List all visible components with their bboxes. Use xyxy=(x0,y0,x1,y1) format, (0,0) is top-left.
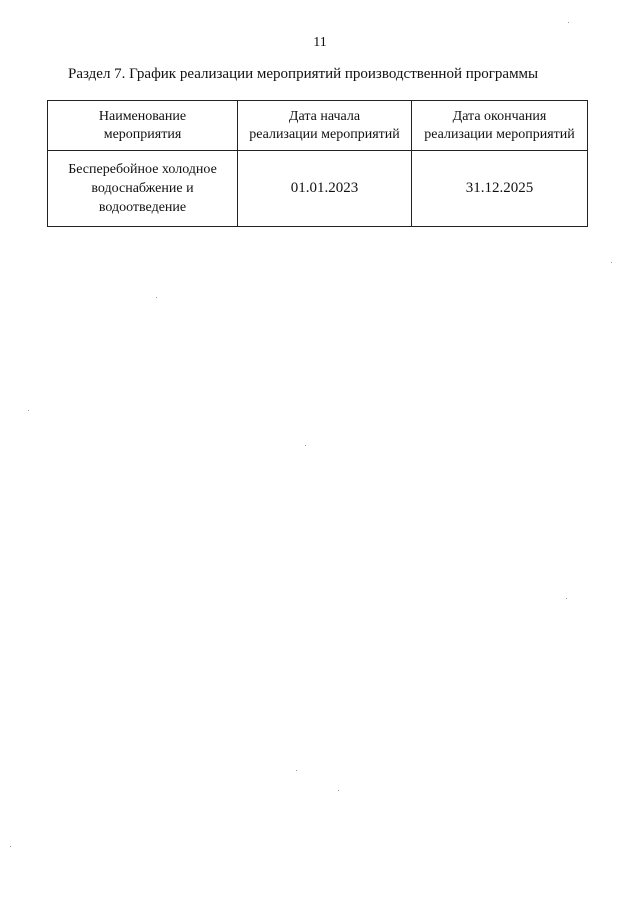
table-header-row xyxy=(48,101,588,151)
header-end-date xyxy=(412,101,588,151)
scan-speck xyxy=(566,598,567,599)
header-line: реализации мероприятий xyxy=(424,126,575,142)
header-line: Наименование xyxy=(98,108,187,124)
scan-speck xyxy=(611,262,612,263)
event-name-line: водоснабжение и xyxy=(91,181,194,196)
cell-start-date: 01.01.2023 xyxy=(238,151,412,227)
section-title: Раздел 7. График реализации мероприятий производственной программы xyxy=(68,66,539,82)
page-number: 11 xyxy=(313,35,327,50)
header-start-date xyxy=(238,101,412,151)
header-event-name xyxy=(48,101,238,151)
scan-speck xyxy=(338,790,339,791)
scan-speck xyxy=(568,22,569,23)
header-line: реализации мероприятий xyxy=(249,126,400,142)
event-name-line: водоотведение xyxy=(98,200,187,215)
event-name-line: Бесперебойное холодное xyxy=(68,162,217,177)
header-line: мероприятия xyxy=(103,126,182,142)
scan-speck xyxy=(296,770,297,771)
schedule-table xyxy=(47,100,588,227)
table-row xyxy=(48,151,588,227)
scan-speck xyxy=(28,410,29,411)
header-line: Дата окончания xyxy=(452,108,547,124)
scan-speck xyxy=(305,445,306,446)
header-line: Дата начала xyxy=(288,108,361,124)
cell-end-date: 31.12.2025 xyxy=(412,151,588,227)
scan-speck xyxy=(10,846,11,847)
scan-speck xyxy=(156,297,157,298)
cell-event-name xyxy=(48,151,238,227)
